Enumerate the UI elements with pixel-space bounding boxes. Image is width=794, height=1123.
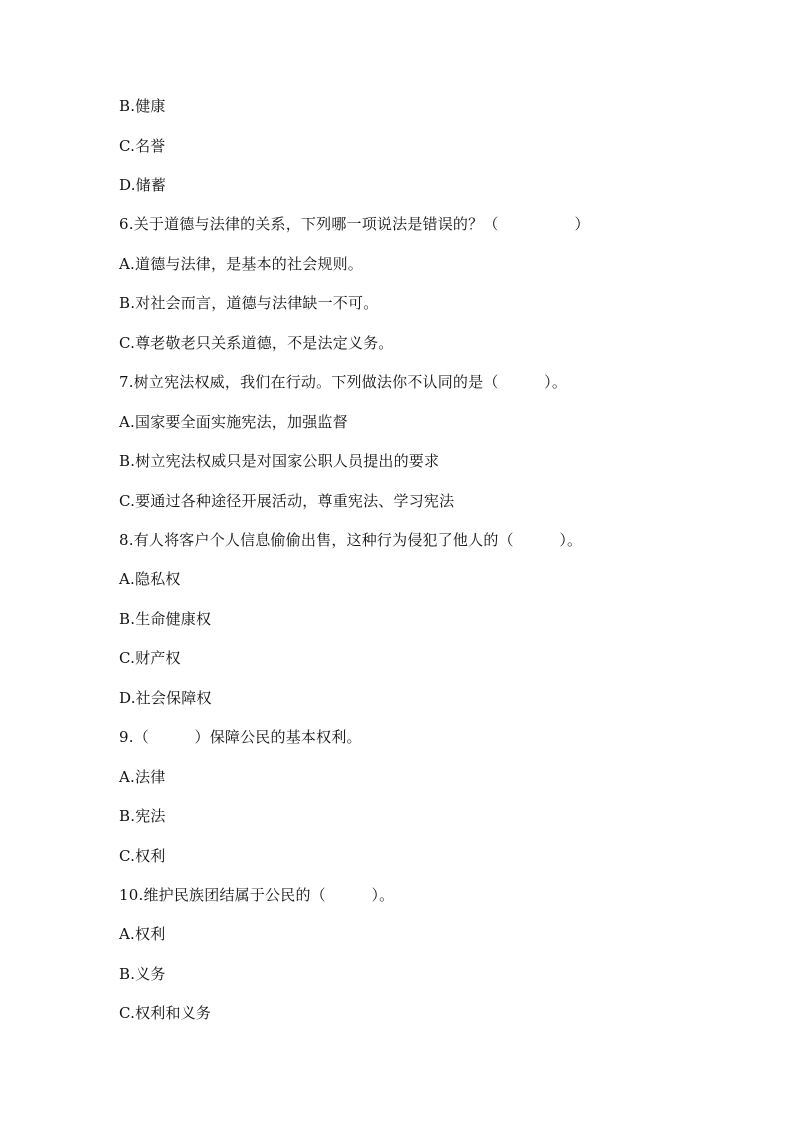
option-6a: A.道德与法律，是基本的社会规则。 xyxy=(119,255,364,273)
option-9a: A.法律 xyxy=(119,768,166,786)
option-10c: C.权利和义务 xyxy=(119,1004,212,1022)
option-6b: B.对社会而言，道德与法律缺一不可。 xyxy=(119,294,379,312)
option-7c: C.要通过各种途径开展活动，尊重宪法、学习宪法 xyxy=(119,492,455,510)
option-7b: B.树立宪法权威只是对国家公职人员提出的要求 xyxy=(119,452,440,470)
option-10a: A.权利 xyxy=(119,925,166,943)
question-6: 6.关于道德与法律的关系，下列哪一项说法是错误的？（ ） xyxy=(119,215,590,233)
option-6c: C.尊老敬老只关系道德，不是法定义务。 xyxy=(119,334,394,352)
option-7a: A.国家要全面实施宪法，加强监督 xyxy=(119,413,348,431)
option-10b: B.义务 xyxy=(119,965,166,983)
option-9b: B.宪法 xyxy=(119,807,166,825)
option-5b: B.健康 xyxy=(119,97,166,115)
option-9c: C.权利 xyxy=(119,847,166,865)
question-9: 9.（ ）保障公民的基本权利。 xyxy=(119,728,362,746)
question-10: 10.维护民族团结属于公民的（ ）。 xyxy=(119,886,395,904)
option-8d: D.社会保障权 xyxy=(119,689,212,707)
option-8c: C.财产权 xyxy=(119,649,181,667)
question-8: 8.有人将客户个人信息偷偷出售，这种行为侵犯了他人的（ ）。 xyxy=(119,531,583,549)
option-8a: A.隐私权 xyxy=(119,570,181,588)
question-7: 7.树立宪法权威，我们在行动。下列做法你不认同的是（ ）。 xyxy=(119,373,568,391)
option-8b: B.生命健康权 xyxy=(119,610,212,628)
option-5c: C.名誉 xyxy=(119,137,166,155)
option-5d: D.储蓄 xyxy=(119,176,167,194)
